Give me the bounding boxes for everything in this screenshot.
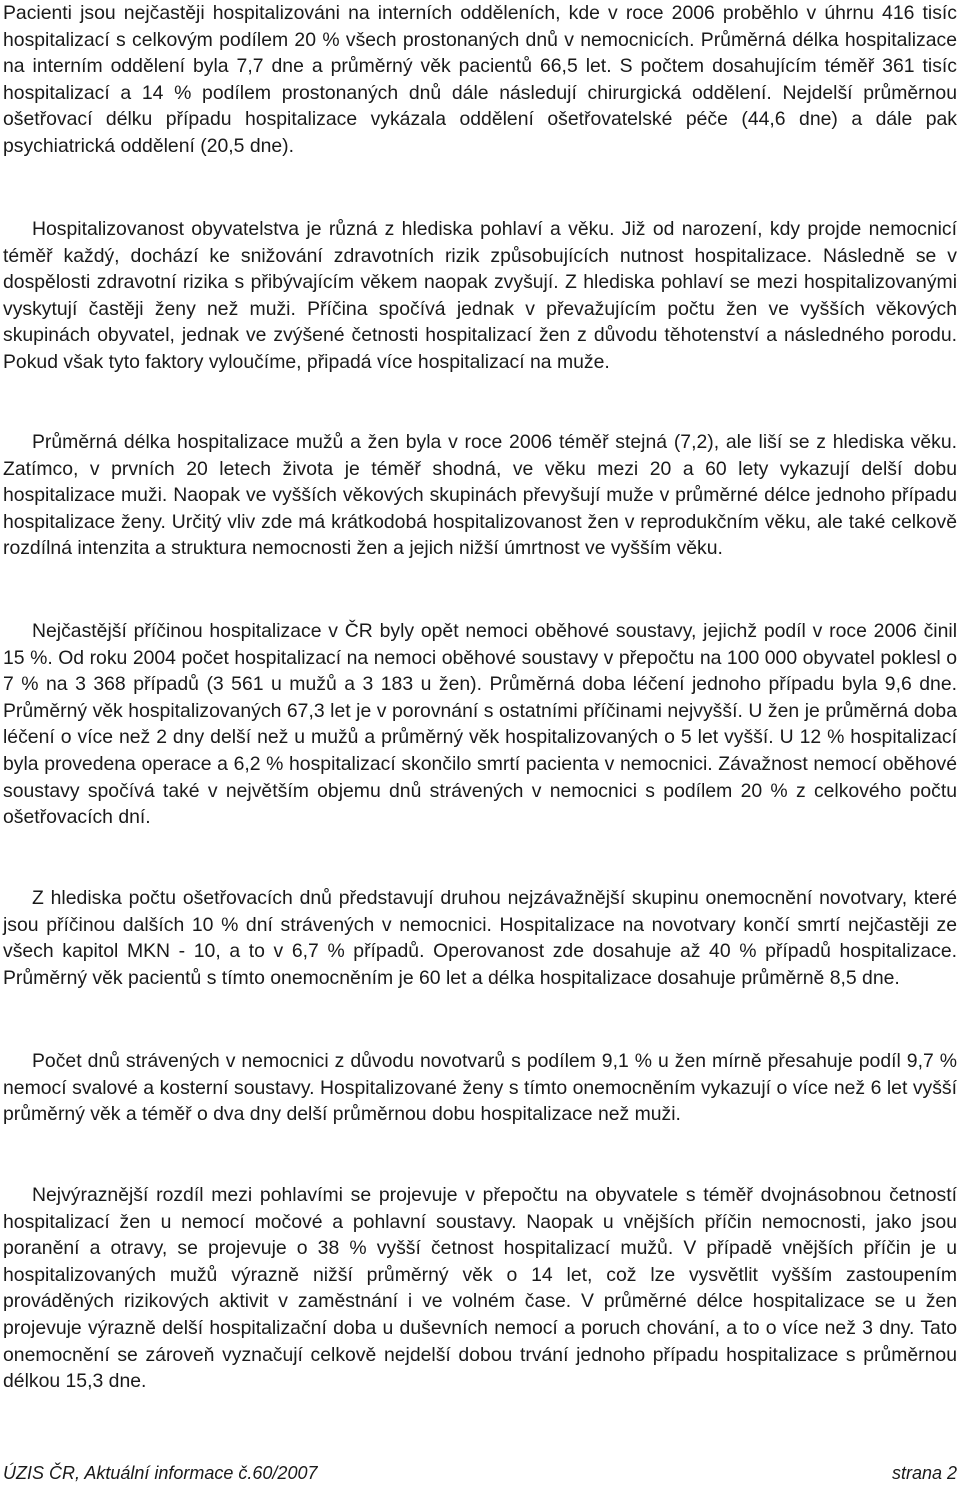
paragraph-circulatory-diseases: Nejčastější příčinou hospitalizace v ČR byly opět nemoci oběhové soustavy, jejichž podíl v roce 2006 činil 15 %. Od roku 2004 počet hospitalizací na nemoci oběhové soustavy v přepočtu na 100 000 obyvatel poklesl o 7 % na 3 368 případů (3 561 u mužů a 3 183 u žen). Průměrná doba léčení jednoho případu byla 9,6 dne. Průměrný věk hospitalizovaných 67,3 let je v porovnání s ostatními příčinami nejvyšší. U žen je průměrná doba léčení o více než 2 dny delší než u mužů a průměrný věk hospitalizovaných o 5 let vyšší. U 12 % hospitalizací byla provedena operace a 6,2 % hospitalizací skončilo smrtí pacienta v nemocnici. Závažnost nemocí oběhové soustavy spočívá také v největším objemu dnů strávených v nemocnici s podílem 20 % z celkového počtu ošetřovacích dní. — [3, 620, 957, 829]
paragraph-sex-differences: Nejvýraznější rozdíl mezi pohlavími se projevuje v přepočtu na obyvatele s téměř dvojnásobnou četností hospitalizací žen u nemocí močové a pohlavní soustavy. Naopak u vnějších příčin nemocnosti, jako jsou poranění a otravy, se projevuje o 38 % vyšší četnost hospitalizací mužů. V případě vnějších příčin je u hospitalizovaných mužů výrazně nižší průměrný věk o 14 let, což lze vysvětlit vyšším zastoupením prováděných rizikových aktivit v zaměstnání i ve volném čase. V průměrné délce hospitalizace se u žen projevuje výrazně delší hospitalizační doba u duševních nemocí a poruch chování, a to o více než 3 dny. Tato onemocnění se zároveň vyznačují celkově nejdelší dobou trvání jednoho případu hospitalizace s průměrnou délkou 15,3 dne. — [3, 1184, 957, 1393]
paragraph-inpatient-departments: Pacienti jsou nejčastěji hospitalizováni na interních odděleních, kde v roce 2006 proběhlo v úhrnu 416 tisíc hospitalizací s celkovým podílem 20 % všech prostonaných dnů v nemocnicích. Průměrná délka hospitalizace na interním oddělení byla 7,7 dne a průměrný věk pacientů 66,5 let. S počtem dosahujícím téměř 361 tisíc hospitalizací a 14 % podílem prostonaných dnů dále následují chirurgická oddělení. Nejdelší průměrnou ošetřovací délku případu hospitalizace vykázala oddělení ošetřovatelské péče (44,6 dne) a dále pak psychiatrická oddělení (20,5 dne). — [3, 2, 957, 157]
footer-publication: ÚZIS ČR, Aktuální informace č.60/2007 — [3, 1463, 318, 1483]
footer-page-number: strana 2 — [891, 1463, 957, 1483]
paragraph-average-length-of-stay: Průměrná délka hospitalizace mužů a žen byla v roce 2006 téměř stejná (7,2), ale liší se z hlediska věku. Zatímco, v prvních 20 letech života je téměř shodná, ve věku mezi 20 a 60 lety vykazují delší dobu hospitalizace muži. Naopak ve vyšších věkových skupinách převyšují muže v průměrné délce jednoho případu hospitalizace ženy. Určitý vliv zde má krátkodobá hospitalizovanost žen v reprodukčním věku, ale také celkově rozdílná intenzita a struktura nemocnosti žen a jejich nižší úmrtnost ve vyšším věku. — [3, 431, 957, 560]
paragraph-hospitalization-by-sex-age: Hospitalizovanost obyvatelstva je různá z hlediska pohlaví a věku. Již od narození, kdy projde nemocnicí téměř každý, dochází ke snižování zdravotních rizik způsobujících nutnost hospitalizace. Následně se v dospělosti zdravotní rizika s přibývajícím věkem naopak zvyšují. Z hlediska pohlaví se mezi hospitalizovanými vyskytují častěji ženy než muži. Příčina spočívá jednak v převažujícím počtu žen ve vyšších věkových skupinách obyvatel, jednak ve zvýšené četnosti hospitalizací žen z důvodu těhotenství a následného porodu. Pokud však tyto faktory vyloučíme, připadá více hospitalizací na muže. — [3, 218, 957, 373]
page-footer — [3, 1461, 957, 1485]
paragraph-neoplasms: Z hlediska počtu ošetřovacích dnů představují druhou nejzávažnější skupinu onemocnění novotvary, které jsou příčinou dalších 10 % dní strávených v nemocnici. Hospitalizace na novotvary končí smrtí nejčastěji ze všech kapitol MKN - 10, a to v 6,7 % případů. Operovanost zde dosahuje až 40 % případů hospitalizace. Průměrný věk pacientů s tímto onemocněním je 60 let a délka hospitalizace dosahuje průměrně 8,5 dne. — [3, 887, 957, 989]
paragraph-neoplasm-days-women: Počet dnů strávených v nemocnici z důvodu novotvarů s podílem 9,1 % u žen mírně přesahuje podíl 9,7 % nemocí svalové a kosterní soustavy. Hospitalizované ženy s tímto onemocněním vykazují o více než 6 let vyšší průměrný věk a téměř o dva dny delší průměrnou dobu hospitalizace než muži. — [3, 1050, 957, 1126]
